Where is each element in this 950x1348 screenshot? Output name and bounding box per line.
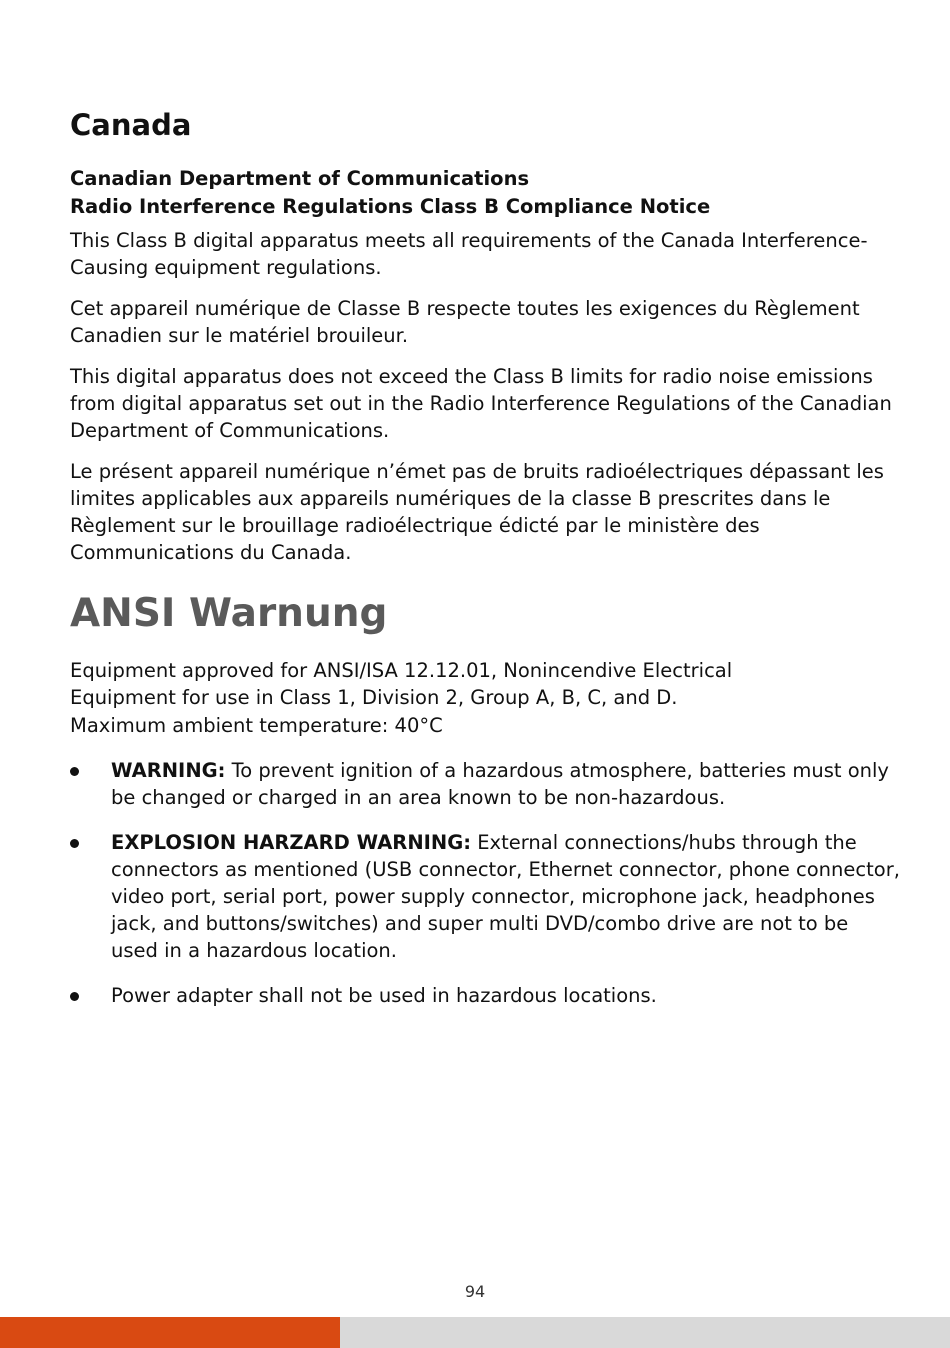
ansi-intro-line-3: Maximum ambient temperature: 40°C	[70, 713, 443, 737]
power-adapter-text: Power adapter shall not be used in hazardous locations.	[111, 984, 657, 1008]
bullet-dot-icon	[70, 992, 79, 1001]
ansi-intro-line-1: Equipment approved for ANSI/ISA 12.12.01, Nonincendive Electrical	[70, 658, 733, 682]
canada-paragraph-4: Le présent appareil numérique n’émet pas de bruits radioélectriques dépassant les limites applicables aux appareils numériques de la classe B prescrites dans le Règlement sur le brouillage radioélectrique édicté par le ministère des Communications du Canada.	[70, 459, 884, 564]
page-number: 94	[464, 1282, 486, 1301]
canada-paragraph-2: Cet appareil numérique de Classe B respecte toutes les exigences du Règlement Canadien sur le matériel brouileur.	[70, 296, 860, 347]
warning-lead: WARNING:	[111, 759, 226, 783]
explosion-warning-text: External connections/hubs through the connectors as mentioned (USB connector, Ethernet connector, phone connector, video port, serial port, power supply connector, microphone jack, headphones jack, and buttons/switches) and super multi DVD/combo drive are not to be used in a hazardous location.	[111, 831, 900, 963]
canada-subheading	[70, 165, 900, 221]
canada-subheading-line-2: Radio Interference Regulations Class B Compliance Notice	[70, 194, 711, 218]
list-item	[70, 982, 900, 1009]
section-title-canada: Canada	[70, 108, 192, 142]
footer-accent-bar	[0, 1317, 340, 1348]
ansi-intro	[70, 657, 900, 740]
canada-paragraph-1: This Class B digital apparatus meets all requirements of the Canada Interference-Causing equipment regulations.	[70, 228, 868, 279]
canada-subheading-line-1: Canadian Department of Communications	[70, 166, 530, 190]
bullet-dot-icon	[70, 839, 79, 848]
canada-paragraph-3: This digital apparatus does not exceed the Class B limits for radio noise emissions from digital apparatus set out in the Radio Interference Regulations of the Canadian Department of Communications.	[70, 364, 892, 442]
list-item	[70, 757, 900, 811]
section-title-ansi: ANSI Warnung	[70, 590, 388, 636]
footer-gray-bar	[340, 1317, 950, 1348]
ansi-intro-line-2: Equipment for use in Class 1, Division 2, Group A, B, C, and D.	[70, 686, 678, 710]
footer-bar	[0, 1317, 950, 1348]
explosion-warning-lead: EXPLOSION HARZARD WARNING:	[111, 831, 472, 855]
page-content	[70, 108, 900, 1027]
list-item	[70, 829, 900, 964]
bullet-dot-icon	[70, 767, 79, 776]
ansi-warning-list	[70, 757, 900, 1009]
warning-text: To prevent ignition of a hazardous atmosphere, batteries must only be changed or charged in an area known to be non-hazardous.	[111, 759, 889, 810]
